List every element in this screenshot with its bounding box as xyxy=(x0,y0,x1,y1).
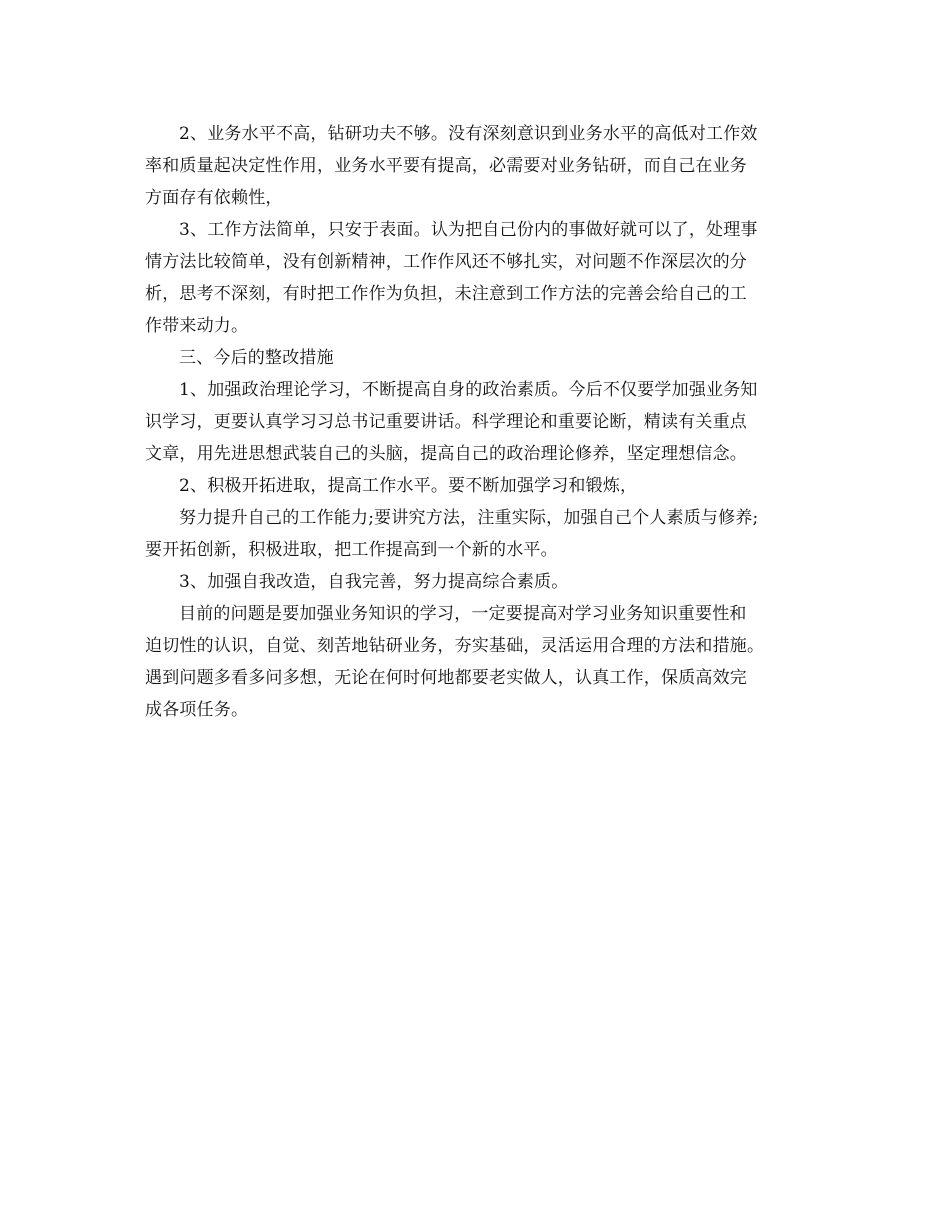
text-line: 1、加强政治理论学习，不断提高自身的政治素质。今后不仅要学加强业务知 xyxy=(179,380,758,400)
text-line: 文章，用先进思想武装自己的头脑，提高自己的政治理论修养，坚定理想信念。 xyxy=(145,444,747,464)
text-line: 成各项任务。 xyxy=(145,700,249,720)
text-line: 3、工作方法简单，只安于表面。认为把自己份内的事做好就可以了，处理事 xyxy=(179,220,758,240)
text-line: 目前的问题是要加强业务知识的学习，一定要提高对学习业务知识重要性和 xyxy=(179,604,747,624)
text-line: 遇到问题多看多问多想，无论在何时何地都要老实做人，认真工作，保质高效完 xyxy=(145,668,747,688)
document-body xyxy=(145,118,810,726)
text-line: 2、业务水平不高，钻研功夫不够。没有深刻意识到业务水平的高低对工作效 xyxy=(179,124,758,144)
text-line: 作带来动力。 xyxy=(145,316,249,336)
text-line: 要开拓创新，积极进取，把工作提高到一个新的水平。 xyxy=(145,540,558,560)
text-line: 率和质量起决定性作用，业务水平要有提高，必需要对业务钻研，而自己在业务 xyxy=(145,156,747,176)
text-line: 方面存有依赖性， xyxy=(145,188,283,208)
text-line: 析，思考不深刻，有时把工作作为负担，未注意到工作方法的完善会给自己的工 xyxy=(145,284,747,304)
text-line: 努力提升自己的工作能力;要讲究方法，注重实际，加强自己个人素质与修养; xyxy=(179,508,759,528)
text-line: 情方法比较简单，没有创新精神，工作作风还不够扎实，对问题不作深层次的分 xyxy=(145,252,747,272)
text-line: 3、加强自我改造，自我完善，努力提高综合素质。 xyxy=(179,572,569,592)
text-line: 识学习，更要认真学习习总书记重要讲话。科学理论和重要论断，精读有关重点 xyxy=(145,412,747,432)
text-line: 2、积极开拓进取，提高工作水平。要不断加强学习和锻炼， xyxy=(179,476,638,496)
section-heading: 三、今后的整改措施 xyxy=(179,348,334,368)
text-line: 迫切性的认识，自觉、刻苦地钻研业务，夯实基础，灵活运用合理的方法和措施。 xyxy=(145,636,765,656)
